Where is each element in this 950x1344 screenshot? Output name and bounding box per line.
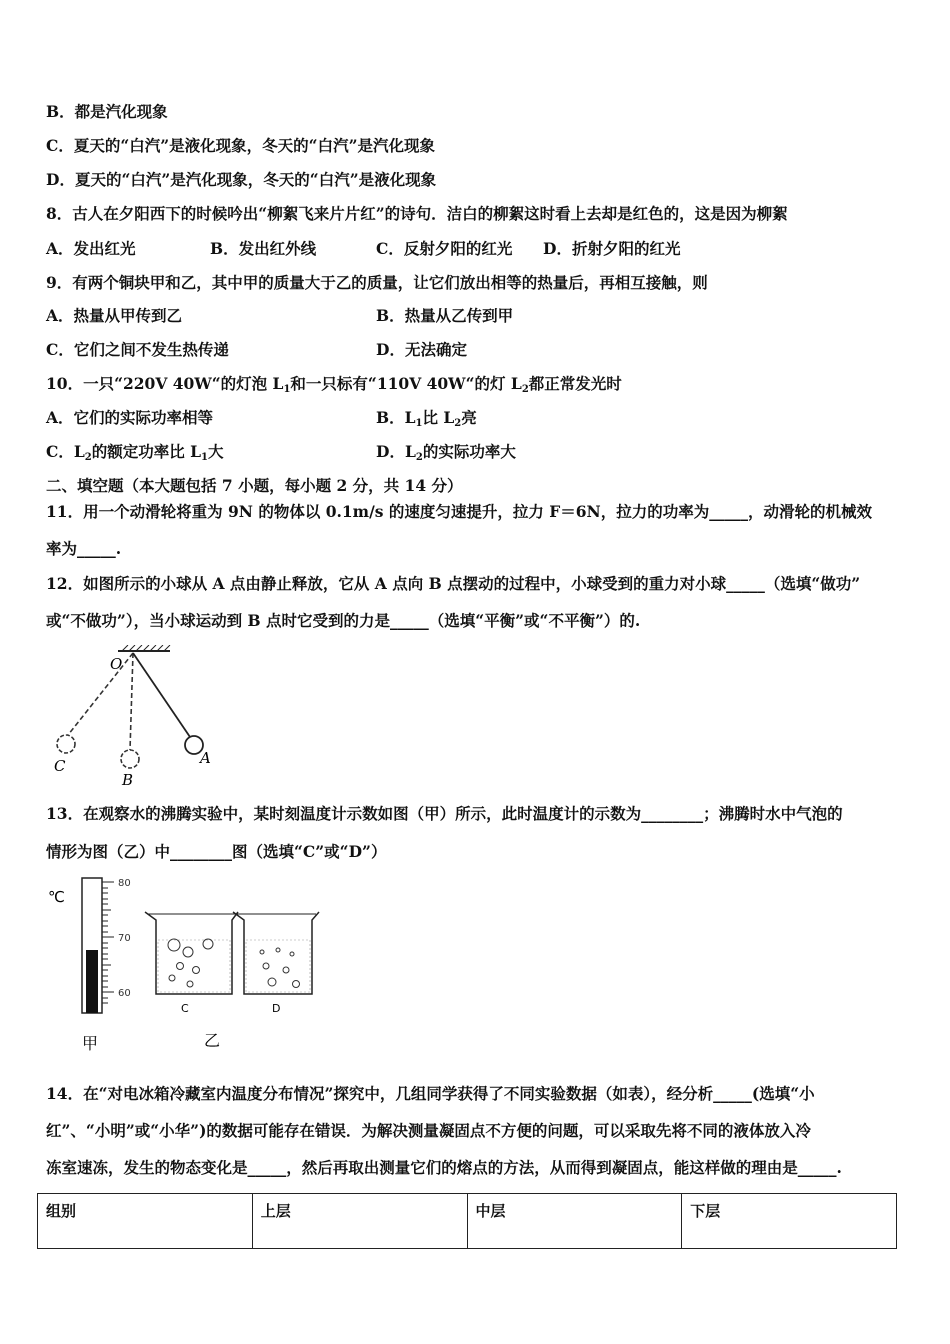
q9-option-b: B．热量从乙传到甲 (376, 306, 514, 325)
q10-option-a: A．它们的实际功率相等 (46, 408, 214, 427)
q12-line1: 12．如图所示的小球从 A 点由静止释放，它从 A 点向 B 点摆动的过程中，小球受到的重力对小球_____（选填“做功” (46, 574, 861, 593)
ball-b (121, 750, 139, 768)
point-a-label: A (200, 749, 211, 767)
pendulum-figure (40, 645, 230, 790)
thermometer-scale (102, 882, 114, 1003)
figure-jia-label: 甲 (82, 1034, 99, 1053)
tick-60-label: 60 (118, 988, 131, 999)
q7-option-d: D．夏天的“白汽”是汽化现象，冬天的“白汽”是液化现象 (46, 170, 437, 189)
table-header-row (38, 1194, 897, 1249)
celsius-unit-label: ℃ (48, 888, 65, 906)
table-header-cell: 下层 (682, 1194, 897, 1249)
beaker-c-label: C (181, 1002, 189, 1015)
q10-stem: 10．一只“220V 40W“的灯泡 $L_1$和一只标有“110V 40W“的灯 $L_2$都正常发光时 (46, 374, 622, 395)
q12-line2: 或“不做功”），当小球运动到 B 点时它受到的力是_____（选填“平衡”或“不平衡”）的. (46, 611, 641, 630)
beaker-d-label: D (272, 1002, 281, 1015)
q9-option-d: D．无法确定 (376, 340, 467, 359)
q10-option-b: B．$L_1$比 $L_2$亮 (376, 408, 477, 429)
q9-stem: 9．有两个铜块甲和乙，其中甲的质量大于乙的质量，让它们放出相等的热量后，再相互接触，则 (46, 273, 708, 292)
q13-line1: 13．在观察水的沸腾实验中，某时刻温度计示数如图（甲）所示，此时温度计的示数为________；沸腾时水中气泡的 (46, 804, 843, 823)
q11-line2: 率为_____. (46, 539, 122, 558)
thermometer-liquid (86, 950, 98, 1013)
tick-70-label: 70 (118, 933, 131, 944)
q10-option-c: C．$L_2$的额定功率比 $L_1$大 (46, 442, 224, 463)
q8-option-d: D．折射夕阳的红光 (543, 239, 681, 258)
point-o-label: O (110, 655, 123, 673)
table-header-cell: 上层 (252, 1194, 467, 1249)
string-to-a (133, 653, 190, 737)
table-header-cell: 组别 (38, 1194, 253, 1249)
q11-line1: 11．用一个动滑轮将重为 9N 的物体以 0.1m/s 的速度匀速提升，拉力 F＝6N，拉力的功率为_____，动滑轮的机械效 (46, 502, 872, 521)
ball-c (57, 735, 75, 753)
q14-line3: 冻室速冻，发生的物态变化是_____，然后再取出测量它们的熔点的方法，从而得到凝固点，能这样做的理由是_____. (46, 1158, 842, 1177)
q10-option-d: D．$L_2$的实际功率大 (376, 442, 516, 463)
thermometer-beaker-figure (40, 872, 340, 1057)
point-c-label: C (54, 757, 66, 775)
string-to-c (68, 653, 133, 735)
q14-line2: 红”、“小明”或“小华”)的数据可能存在错误．为解决测量凝固点不方便的问题，可以采取先将不同的液体放入冷 (46, 1121, 811, 1140)
tick-80-label: 80 (118, 878, 131, 889)
beaker-d-bubbles (260, 948, 300, 988)
q8-stem: 8．古人在夕阳西下的时候吟出“柳絮飞来片片红”的诗句．洁白的柳絮这时看上去却是红色的，这是因为柳絮 (46, 204, 788, 223)
q13-line2: 情形为图（乙）中________图（选填“C”或“D”） (46, 842, 387, 861)
q7-option-b: B．都是汽化现象 (46, 102, 168, 121)
data-table (37, 1193, 897, 1249)
q9-option-a: A．热量从甲传到乙 (46, 306, 183, 325)
point-b-label: B (122, 771, 134, 789)
q8-option-c: C．反射夕阳的红光 (376, 239, 513, 258)
q14-line1: 14．在“对电冰箱冷藏室内温度分布情况”探究中，几组同学获得了不同实验数据（如表），经分析_____(选填“小 (46, 1084, 815, 1103)
q9-option-c: C．它们之间不发生热传递 (46, 340, 229, 359)
section-title: 二、填空题（本大题包括 7 小题，每小题 2 分，共 14 分） (46, 476, 463, 495)
q8-option-b: B．发出红外线 (210, 239, 317, 258)
figure-yi-label: 乙 (204, 1031, 221, 1050)
string-to-b (130, 653, 133, 750)
q7-option-c: C．夏天的“白汽”是液化现象，冬天的“白汽”是汽化现象 (46, 136, 436, 155)
beaker-c-bubbles (168, 939, 213, 987)
q8-option-a: A．发出红光 (46, 239, 136, 258)
table-header-cell: 中层 (467, 1194, 682, 1249)
